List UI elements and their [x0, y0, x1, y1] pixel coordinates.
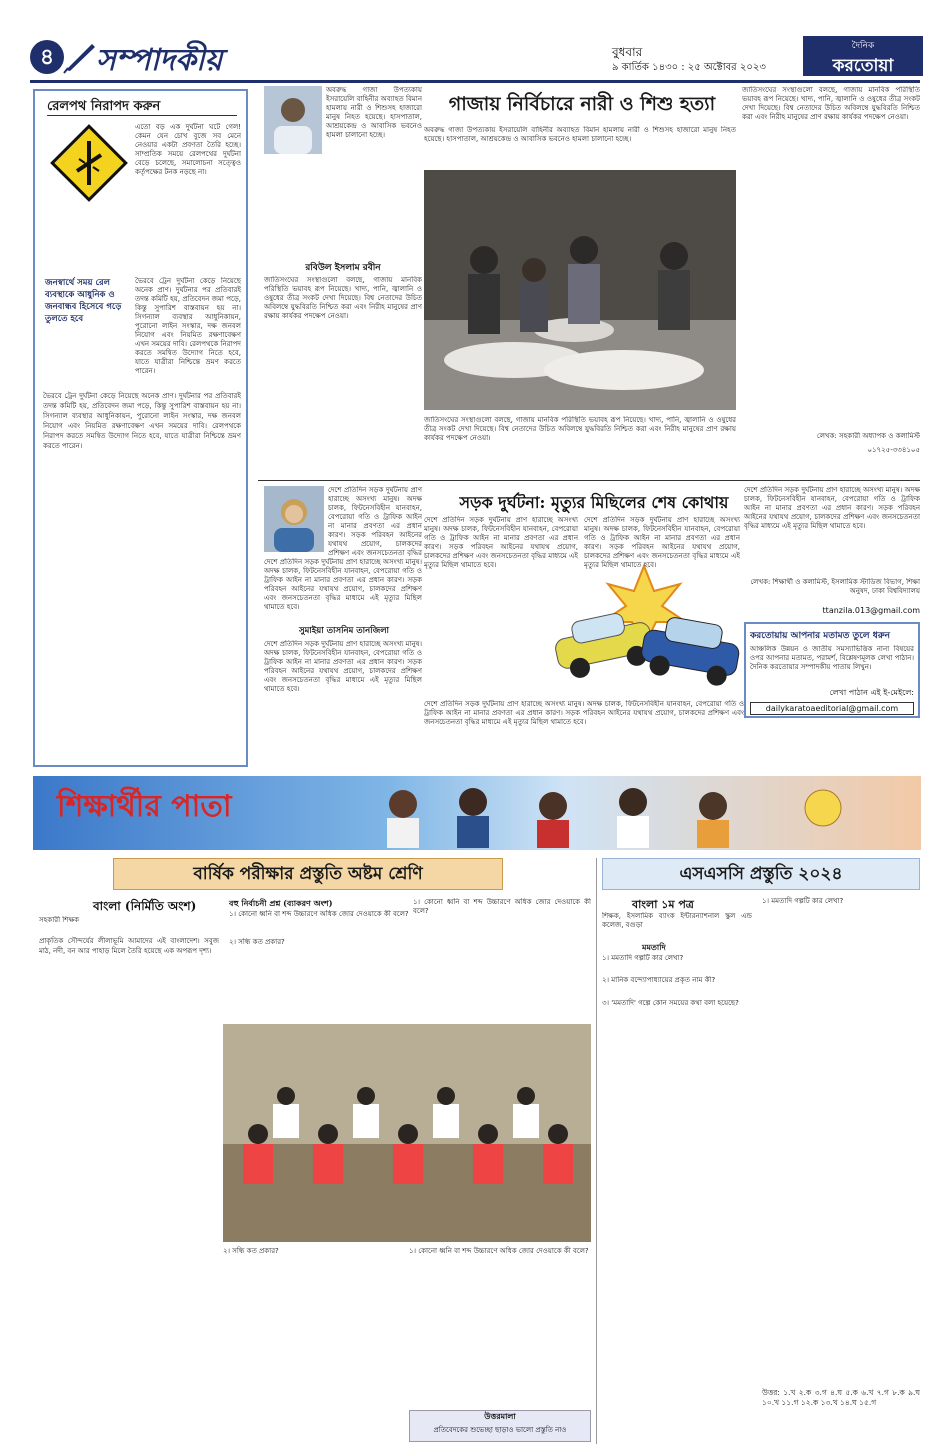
- gaza-phone: ০১৭২৫-৩৩৪১০৫: [867, 446, 920, 454]
- mourners-photo-icon: [424, 170, 736, 410]
- gaza-headline: গাজায় নির্বিচারে নারী ও শিশু হত্যা: [448, 93, 716, 115]
- exam-hall-photo: [223, 1024, 591, 1242]
- class8-mcq-label: বহু নির্বাচনী প্রশ্ন (ব্যাকরণ অংশ): [229, 898, 333, 908]
- students-collage-icon: [363, 780, 883, 848]
- ssc-mcq-list: ৩। 'মমতাদি' গল্পে কোন সময়ের কথা বলা হয়েছে?: [602, 999, 739, 1007]
- road-headline: সড়ক দুর্ঘটনা: মৃত্যুর মিছিলের শেষ কোথায়: [459, 493, 729, 512]
- page-header: [0, 0, 945, 78]
- author-photo: [264, 86, 322, 154]
- ssc-mcq-2: ২। মানিক বন্দ্যোপাধ্যায়ের প্রকৃত নাম কী?: [602, 976, 716, 984]
- logo-name: করতোয়া: [832, 56, 894, 76]
- page-number: ৪: [30, 40, 64, 74]
- banner-title: শিক্ষার্থীর পাতা: [57, 789, 232, 824]
- gaza-author: রবিউল ইসলাম রবীন: [305, 263, 381, 273]
- gaza-photo: [424, 170, 736, 410]
- logo-prefix: দৈনিক: [851, 41, 875, 51]
- road-body-left: দেশে প্রতিদিন সড়ক দুর্ঘটনায় প্রাণ হারাচ্ছে অসংখ্য মানুষ। অদক্ষ চালক, ফিটনেসবিহীন যানবাহন, বেপরোয়া গতি ও ট্রাফিক আইন না মানার প্রবণতা এর প্রধান কারণ। সড়ক পরিবহন আইনের যথাযথ প্রয়োগ, চালকদের প্রশিক্ষণ এবং জনসচেতনতা বৃদ্ধির মাধ্যমে এই মৃত্যুর মিছিল থামাতে হবে।: [264, 640, 422, 693]
- issue-day: বুধবার: [612, 45, 643, 59]
- title-underline: [47, 115, 237, 116]
- editorial-pull-quote: জনস্বার্থে সময় রেল ব্যবস্থাকে আধুনিক ও জনবান্ধব হিসেবে গড়ে তুলতে হবে: [45, 278, 122, 324]
- author-photo: [264, 486, 324, 552]
- exam-hall-photo-icon: [223, 1024, 591, 1242]
- class8-mcq-2: ২। সন্ধি কত প্রকার?: [229, 938, 285, 946]
- section-title: সম্পাদকীয়: [96, 43, 223, 78]
- editorial-intro: এতো বড় এক দুর্ঘটনা ঘটে গেল! কেমন যেন চোখ বুজে সব মেনে নেওয়ার একটা প্রবণতা তৈরি হচ্ছে। সাম্প্রতিক সময়ে রেলপথের দুর্ঘটনা বেড়ে চলেছে, সমালোচনা সত্ত্বেও কর্তৃপক্ষের টনক নড়ছে না।: [135, 123, 241, 176]
- newspaper-logo: [803, 36, 923, 76]
- gaza-article: [258, 86, 920, 476]
- editorial-body: ভৈরবে ট্রেন দুর্ঘটনা কেড়ে নিয়েছে অনেক প্রাণ। দুর্ঘটনার পর প্রতিবারই তদন্ত কমিটি হয়, প্রতিবেদন জমা পড়ে, কিন্তু সুপারিশ বাস্তবায়ন হয় না। সিগন্যাল ব্যবস্থার আধুনিকায়ন, পুরোনো লাইন সংস্কার, দক্ষ জনবল নিয়োগ এবং নিয়মিত রক্ষণাবেক্ষণ এখন সময়ের দাবি। রেলপথকে নিরাপদ করতে সমন্বিত উদ্যোগ নিতে হবে, যাতে যাত্রীরা নিশ্চিন্তে ভ্রমণ করতে পারেন।: [43, 392, 241, 450]
- road-article: [258, 486, 920, 768]
- road-intro: দেশে প্রতিদিন সড়ক দুর্ঘটনায় প্রাণ হারাচ্ছে অসংখ্য মানুষ। অদক্ষ চালক, ফিটনেসবিহীন যানবাহন, বেপরোয়া গতি ও ট্রাফিক আইন না মানার প্রবণতা এর প্রধান কারণ। সড়ক পরিবহন আইনের যথাযথ প্রয়োগ, চালকদের প্রশিক্ষণ এবং জনসচেতনতা বৃদ্ধির: [328, 486, 422, 556]
- class8-mcq-right: ১। কোনো ধ্বনি বা শব্দ উচ্চারণে অধিক জোর দেওয়াকে কী বলে?: [413, 898, 591, 915]
- ssc-chapter: মমতাদি: [642, 942, 666, 952]
- gaza-lead: অবরুদ্ধ গাজা উপত্যকায় ইসরায়েলি বাহিনীর অব্যাহত বিমান হামলায় নারী ও শিশুসহ হাজারো মানুষ নিহত হয়েছে। হাসপাতাল, আশ্রয়কেন্দ্র ও আবাসিক ভবনেও হামলা চালানো হচ্ছে।: [424, 126, 736, 143]
- opinion-box-email[interactable]: dailykaratoaeditorial@gmail.com: [750, 702, 914, 715]
- ssc-teacher: শিক্ষক, ইসলামিক ব্যাংক ইন্টারন্যাশনাল স্কুল এন্ড কলেজ, বগুড়া: [602, 912, 752, 929]
- class8-options: ২। সন্ধি কত প্রকার?: [223, 1247, 279, 1255]
- gaza-intro: অবরুদ্ধ গাজা উপত্যকায় ইসরায়েলি বাহিনীর অব্যাহত বিমান হামলায় নারী ও শিশুসহ হাজারো মানুষ নিহত হয়েছে। হাসপাতাল, আশ্রয়কেন্দ্র ও আবাসিক ভবনেও হামলা চালানো হচ্ছে।: [326, 86, 422, 139]
- answer-box: [409, 1410, 591, 1442]
- article-divider: [258, 480, 920, 481]
- editorial-body-upper: ভৈরবে ট্রেন দুর্ঘটনা কেড়ে নিয়েছে অনেক প্রাণ। দুর্ঘটনার পর প্রতিবারই তদন্ত কমিটি হয়, প্রতিবেদন জমা পড়ে, কিন্তু সুপারিশ বাস্তবায়ন হয় না। সিগন্যাল ব্যবস্থার আধুনিকায়ন, পুরোনো লাইন সংস্কার, দক্ষ জনবল নিয়োগ এবং নিয়মিত রক্ষণাবেক্ষণ এখন সময়ের দাবি। রেলপথকে নিরাপদ করতে সমন্বিত উদ্যোগ নিতে হবে, যাতে যাত্রীরা নিশ্চিন্তে ভ্রমণ করতে পারেন।: [135, 277, 241, 375]
- gaza-body-left: জাতিসংঘের সংস্থাগুলো বলছে, গাজায় মানবিক পরিস্থিতি ভয়াবহ রূপ নিয়েছে। খাদ্য, পানি, জ্বালানি ও ওষুধের তীব্র সংকট দেখা দিয়েছে। বিশ্ব নেতাদের উচিত অবিলম্বে যুদ্ধবিরতি নিশ্চিত করা এবং নিরীহ মানুষের প্রাণ রক্ষায় কার্যকর পদক্ষেপ নেওয়া।: [264, 276, 422, 320]
- road-author-email: ttanzila.013@gmail.com: [822, 606, 920, 615]
- quill-pen-icon: [62, 38, 98, 74]
- class8-title-band: [113, 858, 503, 890]
- road-body-bottom: দেশে প্রতিদিন সড়ক দুর্ঘটনায় প্রাণ হারাচ্ছে অসংখ্য মানুষ। অদক্ষ চালক, ফিটনেসবিহীন যানবাহন, বেপরোয়া গতি ও ট্রাফিক আইন না মানার প্রবণতা এর প্রধান কারণ। সড়ক পরিবহন আইনের যথাযথ প্রয়োগ, চালকদের প্রশিক্ষণ এবং জনসচেতনতা বৃদ্ধির মাধ্যমে এই মৃত্যুর মিছিল থামাতে হবে।: [424, 700, 744, 726]
- railway-warning-sign-icon: [49, 123, 129, 203]
- ssc-title-band: [602, 858, 920, 890]
- class8-section: [33, 858, 593, 1444]
- class8-questions: প্রাকৃতিক সৌন্দর্যের লীলাভূমি আমাদের এই বাংলাদেশ। সবুজ মাঠ, নদী, বন আর পাহাড় মিলে তৈরি হয়েছে এক অপরূপ দৃশ্য।: [39, 937, 219, 955]
- editorial-box: [33, 89, 248, 767]
- opinion-box-text: আঞ্চলিক উন্নয়ন ও জাতীয় সমস্যাভিত্তিক নানা বিষয়ের ওপর আপনার মতামত, পরামর্শ, বিশ্লেষণমূলক লেখা পাঠান। দৈনিক করতোয়ার সম্পাদকীয় পাতায় লিখুন।: [750, 645, 914, 671]
- opinion-box-title: করতোয়ায় আপনার মতামত তুলে ধরুন: [750, 631, 891, 641]
- ssc-section: [602, 858, 920, 1444]
- road-body-middle: দেশে প্রতিদিন সড়ক দুর্ঘটনায় প্রাণ হারাচ্ছে অসংখ্য মানুষ। অদক্ষ চালক, ফিটনেসবিহীন যানবাহন, বেপরোয়া গতি ও ট্রাফিক আইন না মানার প্রবণতা এর প্রধান কারণ। সড়ক পরিবহন আইনের যথাযথ প্রয়োগ, চালকদের প্রশিক্ষণ এবং জনসচেতনতা বৃদ্ধির মাধ্যমে এই মৃত্যুর মিছিল থামাতে হবে।: [424, 516, 578, 569]
- gaza-body-right: জাতিসংঘের সংস্থাগুলো বলছে, গাজায় মানবিক পরিস্থিতি ভয়াবহ রূপ নিয়েছে। খাদ্য, পানি, জ্বালানি ও ওষুধের তীব্র সংকট দেখা দিয়েছে। বিশ্ব নেতাদের উচিত অবিলম্বে যুদ্ধবিরতি নিশ্চিত করা এবং নিরীহ মানুষের প্রাণ রক্ষায় কার্যকর পদক্ষেপ নেওয়া।: [742, 86, 920, 121]
- class8-options-right: ১। কোনো ধ্বনি বা শব্দ উচ্চারণে অধিক জোর দেওয়াকে কী বলে?: [409, 1247, 589, 1255]
- answers-label: উত্তরমালা: [484, 1411, 516, 1421]
- gaza-body-middle: জাতিসংঘের সংস্থাগুলো বলছে, গাজায় মানবিক পরিস্থিতি ভয়াবহ রূপ নিয়েছে। খাদ্য, পানি, জ্বালানি ও ওষুধের তীব্র সংকট দেখা দিয়েছে। বিশ্ব নেতাদের উচিত অবিলম্বে যুদ্ধবিরতি নিশ্চিত করা এবং নিরীহ মানুষের প্রাণ রক্ষায় কার্যকর পদক্ষেপ নেওয়া।: [424, 416, 736, 442]
- section-divider: [596, 858, 597, 1444]
- road-body-middle-right: দেশে প্রতিদিন সড়ক দুর্ঘটনায় প্রাণ হারাচ্ছে অসংখ্য মানুষ। অদক্ষ চালক, ফিটনেসবিহীন যানবাহন, বেপরোয়া গতি ও ট্রাফিক আইন না মানার প্রবণতা এর প্রধান কারণ। সড়ক পরিবহন আইনের যথাযথ প্রয়োগ, চালকদের প্রশিক্ষণ এবং জনসচেতনতা বৃদ্ধির মাধ্যমে এই মৃত্যুর মিছিল থামাতে হবে।: [584, 516, 740, 569]
- ssc-mcq-list-right: ১। মমতাদি গল্পটি কার লেখা?: [762, 897, 844, 905]
- editorial-title: রেলপথ নিরাপদ করুন: [47, 99, 161, 114]
- opinion-box-send-label: লেখা পাঠান এই ই-মেইলে:: [829, 688, 914, 697]
- gaza-sign: লেখক: সহকারী অধ্যাপক ও কলামিস্ট: [816, 432, 920, 440]
- class8-title: বার্ষিক পরীক্ষার প্রস্তুতি অষ্টম শ্রেণি: [193, 864, 423, 884]
- road-sign: লেখক: শিক্ষার্থী ও কলামিস্ট, ইসলামিক স্টাডিজ বিভাগ, শিক্ষা অনুষদ, ঢাকা বিশ্ববিদ্যালয়: [750, 578, 920, 595]
- class8-teacher: সহকারী শিক্ষক: [39, 916, 80, 924]
- header-rule: [30, 80, 920, 83]
- class8-subject: বাংলা (নির্মিতি অংশ): [93, 899, 197, 913]
- issue-date: ৯ কার্তিক ১৪৩০ : ২৫ অক্টোবর ২০২৩: [612, 62, 766, 73]
- opinion-box: [744, 622, 920, 718]
- author-portrait-icon: [264, 86, 322, 154]
- road-body-right: দেশে প্রতিদিন সড়ক দুর্ঘটনায় প্রাণ হারাচ্ছে অসংখ্য মানুষ। অদক্ষ চালক, ফিটনেসবিহীন যানবাহন, বেপরোয়া গতি ও ট্রাফিক আইন না মানার প্রবণতা এর প্রধান কারণ। সড়ক পরিবহন আইনের যথাযথ প্রয়োগ, চালকদের প্রশিক্ষণ এবং জনসচেতনতা বৃদ্ধির মাধ্যমে এই মৃত্যুর মিছিল থামাতে হবে।: [744, 486, 920, 530]
- road-body-upper: দেশে প্রতিদিন সড়ক দুর্ঘটনায় প্রাণ হারাচ্ছে অসংখ্য মানুষ। অদক্ষ চালক, ফিটনেসবিহীন যানবাহন, বেপরোয়া গতি ও ট্রাফিক আইন না মানার প্রবণতা এর প্রধান কারণ। সড়ক পরিবহন আইনের যথাযথ প্রয়োগ, চালকদের প্রশিক্ষণ এবং জনসচেতনতা বৃদ্ধির মাধ্যমে এই মৃত্যুর মিছিল থামাতে হবে।: [264, 558, 422, 611]
- student-banner: [33, 776, 921, 850]
- ssc-mcq-1: ১। মমতাদি গল্পটি কার লেখা?: [602, 954, 684, 962]
- ssc-subject: বাংলা ১ম পত্র: [632, 898, 694, 911]
- class8-mcq-1: ১। কোনো ধ্বনি বা শব্দ উচ্চারণে অধিক জোর দেওয়াকে কী বলে?: [229, 910, 409, 918]
- ssc-title: এসএসসি প্রস্তুতি ২০২৪: [679, 864, 843, 884]
- ssc-answers: উত্তর: ১.খ ২.ক ৩.গ ৪.ঘ ৫.ক ৬.খ ৭.গ ৮.ক ৯.ঘ ১০.খ ১১.গ ১২.ক ১৩.খ ১৪.ঘ ১৫.গ: [762, 1388, 920, 1407]
- road-author: সুমাইয়া তাসনিম তানজিলা: [298, 626, 390, 636]
- answers-note: প্রতিবেদকের শুভেচ্ছা ছাড়াও ভালো প্রস্তুতি নাও: [433, 1426, 567, 1434]
- author-portrait-icon: [264, 486, 324, 552]
